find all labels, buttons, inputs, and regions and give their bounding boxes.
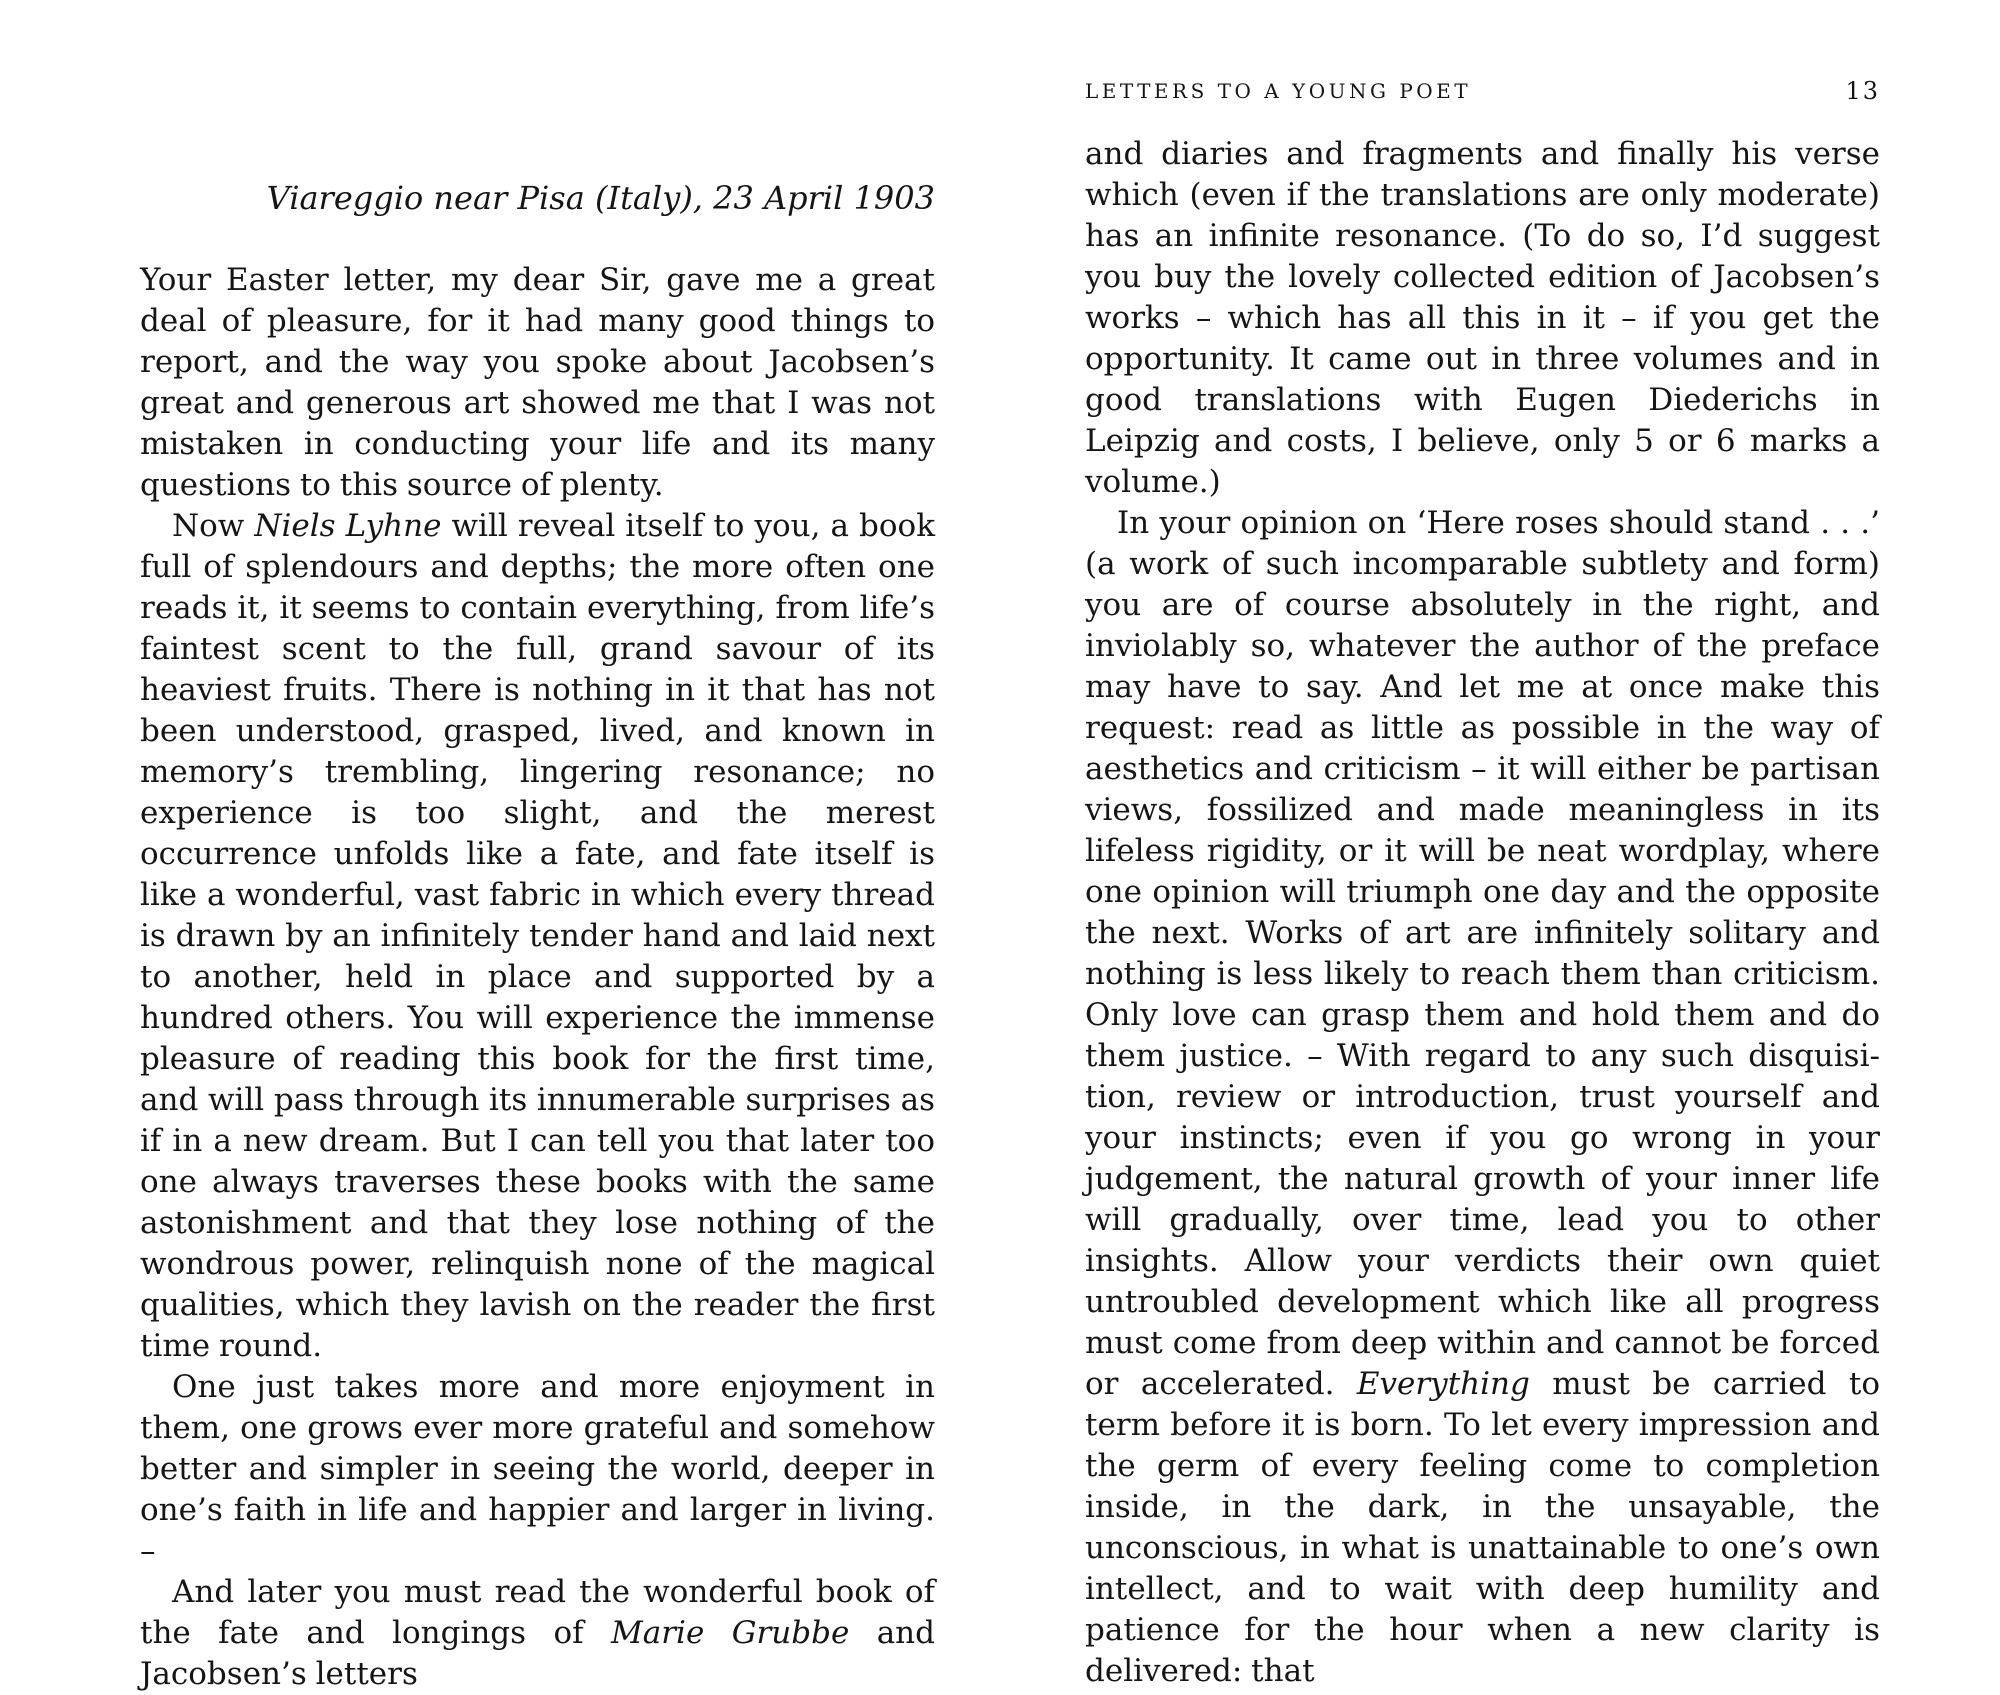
paragraph (140, 1572, 935, 1695)
italic-title: Everything (1356, 1366, 1530, 1402)
text-run: And later you must read the wonderful book of the fate and longings of (140, 1574, 935, 1651)
paragraph (1085, 134, 1880, 503)
left-page-body (140, 260, 935, 1695)
page-number: 13 (1845, 77, 1880, 105)
paragraph (140, 1367, 935, 1572)
text-run: must be carried to term before it is born. To let every impression and the germ of every feeling come to completion inside, in the dark, in the unsayable, the unconscious, in what is unattainable to one’s own intellect, and to wait with deep humility and patience for the hour when a new clarity is delivered: that (1085, 1366, 1880, 1689)
text-run: will reveal itself to you, a book full of splendours and depths; the more often one reads it, it seems to contain everything, from life’s faintest scent to the full, grand savour of its heaviest fruits. There is nothing in it that has not been understood, grasped, lived, and known in memory’s trembling, lingering resonance; no experience is too slight, and the merest occurrence unfolds like a fate, and fate itself is like a wonderful, vast fabric in which every thread is drawn by an infinitely tender hand and laid next to another, held in place and supported by a hundred others. You will experience the immense pleasure of reading this book for the first time, and will pass through its innumerable surprises as if in a new dream. But I can tell you that later too one always traverses these books with the same astonishment and that they lose nothing of the wondrous power, relinquish none of the magical qualities, which they lavish on the reader the first time round. (140, 508, 935, 1364)
letter-dateline: Viareggio near Pisa (Italy), 23 April 1903 (266, 179, 935, 217)
italic-title: Niels Lyhne (254, 508, 442, 544)
running-title: LETTERS TO A YOUNG POET (1085, 79, 1472, 103)
paragraph (1085, 503, 1880, 1692)
paragraph (140, 260, 935, 506)
text-run: In your opinion on ‘Here roses should stand . . .’ (a work of such incomparable subtlety and form) you are of course absolutely in the right, and inviolably so, whatever the author of the preface may have to say. And let me at once make this request: read as little as possible in the way of aesthetics and criticism – it will either be partisan views, fossilized and made meaningless in its lifeless rigidity, or it will be neat wordplay, where one opinion will triumph one day and the opposite the next. Works of art are infinitely solitary and nothing is less likely to reach them than criticism. Only love can grasp them and hold them and do them justice. – With regard to any such disquisition, review or introduction, trust yourself and your instincts; even if you go wrong in your judgement, the natural growth of your inner life will gradually, over time, lead you to other insights. Allow your verdicts their own quiet untroubled development which like all progress must come from deep within and cannot be forced or accelerated. (1085, 505, 1880, 1402)
running-head (1085, 75, 1880, 107)
text-run: One just takes more and more enjoyment in them, one grows ever more grateful and somehow better and simpler in seeing the world, deeper in one’s faith in life and happier and larger in living. – (140, 1369, 935, 1569)
text-run: Now (172, 508, 255, 544)
text-run: and diaries and fragments and finally his verse which (even if the translations are only moderate) has an infinite resonance. (To do so, I’d suggest you buy the lovely collected edition of Jacobsen’s works – which has all this in it – if you get the opportunity. It came out in three volumes and in good translations with Eugen Diederichs in Leipzig and costs, I believe, only 5 or 6 marks a volume.) (1085, 136, 1880, 500)
text-run: Your Easter letter, my dear Sir, gave me a great deal of pleasure, for it had many good things to report, and the way you spoke about Jacobsen’s great and generous art showed me that I was not mistaken in conducting your life and its many questions to this source of plenty. (140, 262, 935, 503)
right-page-body (1085, 134, 1880, 1692)
text-run: and Jacobsen’s letters (140, 1615, 935, 1692)
paragraph (140, 506, 935, 1367)
italic-title: Marie Grubbe (611, 1615, 850, 1651)
